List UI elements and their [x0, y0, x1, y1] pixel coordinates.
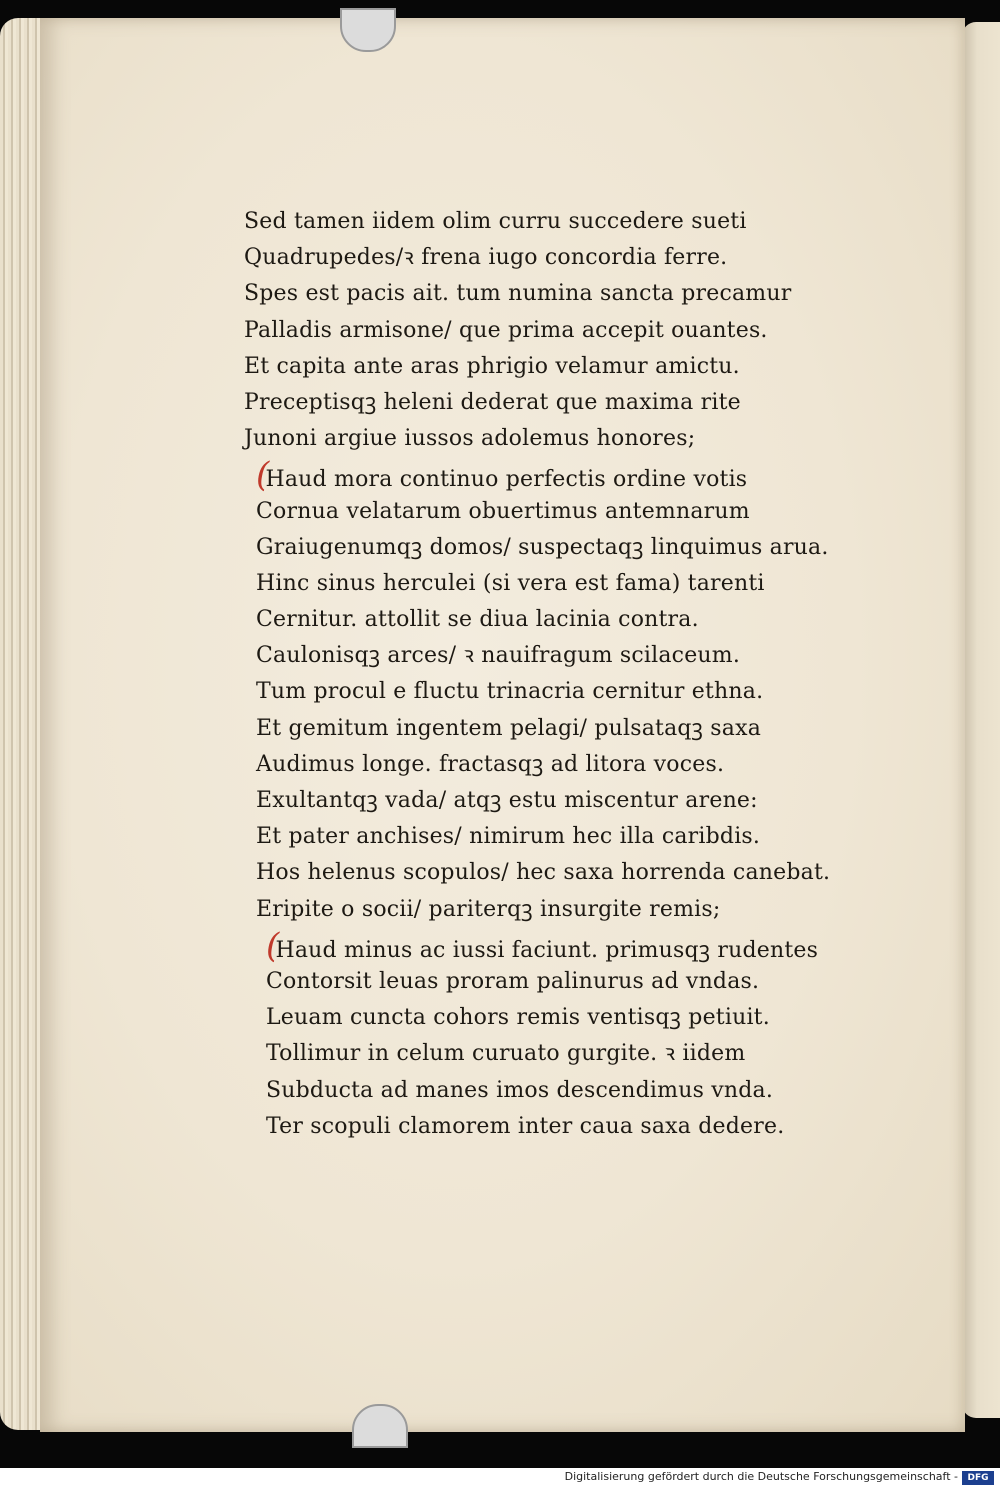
dfg-logo: DFG: [962, 1471, 994, 1485]
text-line: Hos helenus scopulos/ hec saxa horrenda canebat.: [256, 860, 831, 886]
text-line: Quadrupedes/ꝛ frena iugo concordia ferre.: [244, 245, 728, 271]
text-line: Preceptisqꝫ heleni dederat que maxima rite: [244, 389, 741, 415]
text-line: Tum procul e fluctu trinacria cernitur ethna.: [256, 679, 764, 705]
text-line: Sed tamen iidem olim curru succedere sueti: [244, 209, 747, 234]
text-line: Palladis armisone/ que prima accepit ouantes.: [244, 317, 768, 343]
text-line: Et gemitum ingentem pelagi/ pulsataqꝫ saxa: [256, 715, 762, 741]
text-line: Tollimur in celum curuato gurgite. ꝛ iidem: [266, 1041, 746, 1067]
rubric-initial-mark: (: [256, 455, 270, 496]
facing-page-edge: [962, 22, 1000, 1418]
text-line-content: Haud mora continuo perfectis ordine votis: [265, 467, 748, 493]
text-line: Et capita ante aras phrigio velamur amictu.: [244, 353, 740, 379]
text-line-content: Haud minus ac iussi faciunt. primusqꝫ rudentes: [275, 937, 819, 963]
text-line: Junoni argiue iussos adolemus honores;: [244, 426, 696, 452]
text-line: Contorsit leuas proram palinurus ad vndas.: [266, 968, 760, 994]
text-line: Cernitur. attollit se diua lacinia contra.: [256, 607, 699, 633]
text-line: Cornua velatarum obuertimus antemnarum: [256, 498, 750, 524]
book-clip-bottom: [352, 1404, 408, 1448]
text-line: Graiugenumqꝫ domos/ suspectaqꝫ linquimus arua.: [256, 534, 829, 560]
text-line: Caulonisqꝫ arces/ ꝛ nauifragum scilaceum.: [256, 643, 741, 669]
text-line: Leuam cuncta cohors remis ventisqꝫ petiuit.: [266, 1005, 770, 1031]
text-line-rubricated: [244, 925, 844, 966]
text-line: Hinc sinus herculei (si vera est fama) tarenti: [256, 570, 765, 596]
text-line-rubricated: [244, 455, 844, 496]
text-line: Ter scopuli clamorem inter caua saxa dedere.: [266, 1113, 785, 1139]
text-line: Subducta ad manes imos descendimus vnda.: [266, 1077, 774, 1103]
text-line: Et pater anchises/ nimirum hec illa caribdis.: [256, 824, 761, 850]
funding-credit: Digitalisierung gefördert durch die Deutsche Forschungsgemeinschaft -: [564, 1470, 958, 1483]
text-line: Audimus longe. fractasqꝫ ad litora voces.: [256, 751, 725, 777]
printed-text-block: [244, 204, 844, 1145]
rubric-initial-mark: (: [266, 925, 280, 966]
text-line: Exultantqꝫ vada/ atqꝫ estu miscentur arene:: [256, 788, 758, 813]
text-line: Eripite o socii/ pariterqꝫ insurgite remis;: [256, 896, 721, 922]
footer-bar: [0, 1468, 1000, 1488]
text-line: Spes est pacis ait. tum numina sancta precamur: [244, 281, 792, 307]
